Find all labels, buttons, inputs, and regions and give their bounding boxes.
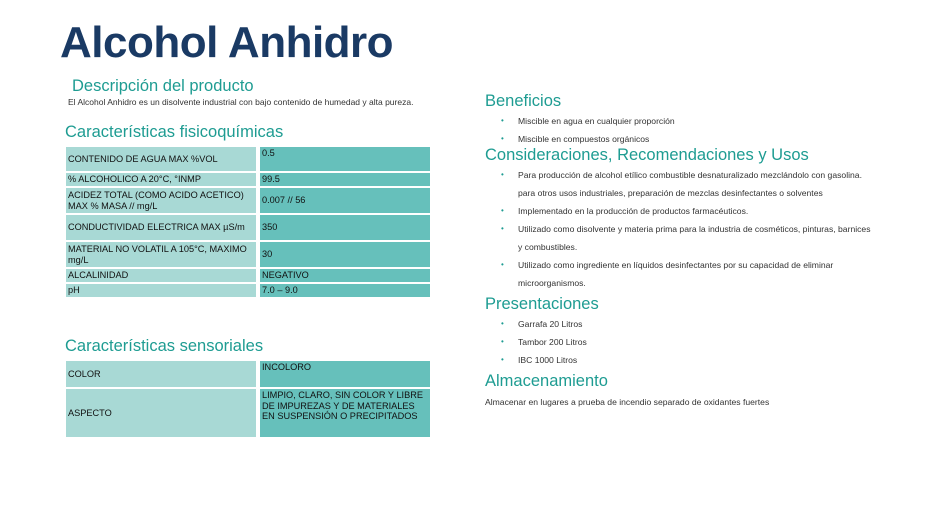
considerations-heading: Consideraciones, Recomendaciones y Usos (485, 146, 809, 164)
property-cell: CONDUCTIVIDAD ELECTRICA MAX µS/m (66, 215, 256, 240)
bullet-dot-icon: • (501, 134, 504, 143)
property-cell: ACIDEZ TOTAL (COMO ACIDO ACETICO) MAX % MASA // mg/L (66, 188, 256, 213)
bullet-dot-icon: • (501, 260, 504, 269)
list-item: • Miscible en compuestos orgánicos (485, 130, 675, 148)
value-cell: LIMPIO, CLARO, SIN COLOR Y LIBRE DE IMPUREZAS Y DE MATERIALES EN SUSPENSIÓN O PRECIPITADOS (260, 389, 430, 437)
property-cell: ASPECTO (66, 389, 256, 437)
table-row (66, 242, 430, 267)
physicochemical-table (66, 145, 430, 299)
table-row (66, 215, 430, 240)
benefits-heading: Beneficios (485, 92, 562, 110)
list-item: • Utilizado como ingrediente en líquidos desinfectantes por su capacidad de eliminar (485, 256, 871, 274)
bullet-dot-icon: • (501, 206, 504, 215)
property-cell: pH (66, 284, 256, 297)
list-item: • Implementado en la producción de productos farmacéuticos. (485, 202, 871, 220)
value-cell: 0.007 // 56 (260, 188, 430, 213)
list-item: • Garrafa 20 Litros (485, 315, 587, 333)
list-item-continuation: y combustibles. (518, 242, 578, 252)
considerations-list (485, 166, 871, 292)
value-cell: 0.5 (260, 147, 430, 171)
description-heading: Descripción del producto (72, 77, 254, 95)
list-item: • Para producción de alcohol etílico combustible desnaturalizado mezclándolo con gasolina. (485, 166, 871, 184)
bullet-dot-icon: • (501, 355, 504, 364)
table-row (66, 173, 430, 186)
physicochemical-heading: Características fisicoquímicas (65, 123, 284, 141)
value-cell: INCOLORO (260, 361, 430, 387)
bullet-dot-icon: • (501, 319, 504, 328)
list-item: • Utilizado como disolvente y materia prima para la industria de cosméticos, pinturas, barnices (485, 220, 871, 238)
description-text: El Alcohol Anhidro es un disolvente industrial con bajo contenido de humedad y alta pureza. (68, 97, 414, 107)
value-cell: 99.5 (260, 173, 430, 186)
table-row (66, 188, 430, 213)
presentations-heading: Presentaciones (485, 295, 599, 313)
value-cell: 350 (260, 215, 430, 240)
presentations-list (485, 315, 587, 369)
table-row (66, 361, 430, 387)
sensory-table (66, 359, 430, 439)
benefits-list (485, 112, 675, 148)
table-row (66, 284, 430, 297)
storage-heading: Almacenamiento (485, 372, 608, 390)
property-cell: % ALCOHOLICO A 20°C, °INMP (66, 173, 256, 186)
table-row (66, 269, 430, 282)
list-item: • Miscible en agua en cualquier proporción (485, 112, 675, 130)
bullet-dot-icon: • (501, 224, 504, 233)
list-item: • IBC 1000 Litros (485, 351, 587, 369)
table-row (66, 389, 430, 437)
bullet-dot-icon: • (501, 337, 504, 346)
value-cell: NEGATIVO (260, 269, 430, 282)
bullet-dot-icon: • (501, 170, 504, 179)
list-item-continuation: para otros usos industriales, preparación de mezclas desinfectantes o solventes (518, 188, 823, 198)
bullet-dot-icon: • (501, 116, 504, 125)
storage-text: Almacenar en lugares a prueba de incendio separado de oxidantes fuertes (485, 397, 770, 407)
property-cell: COLOR (66, 361, 256, 387)
property-cell: MATERIAL NO VOLATIL A 105°C, MAXIMO mg/L (66, 242, 256, 267)
value-cell: 30 (260, 242, 430, 267)
value-cell: 7.0 – 9.0 (260, 284, 430, 297)
sensory-heading: Características sensoriales (65, 337, 264, 355)
list-item: • Tambor 200 Litros (485, 333, 587, 351)
list-item-continuation: microorganismos. (518, 278, 586, 288)
page-title: Alcohol Anhidro (60, 18, 394, 67)
table-row (66, 147, 430, 171)
property-cell: CONTENIDO DE AGUA MAX %VOL (66, 147, 256, 171)
property-cell: ALCALINIDAD (66, 269, 256, 282)
